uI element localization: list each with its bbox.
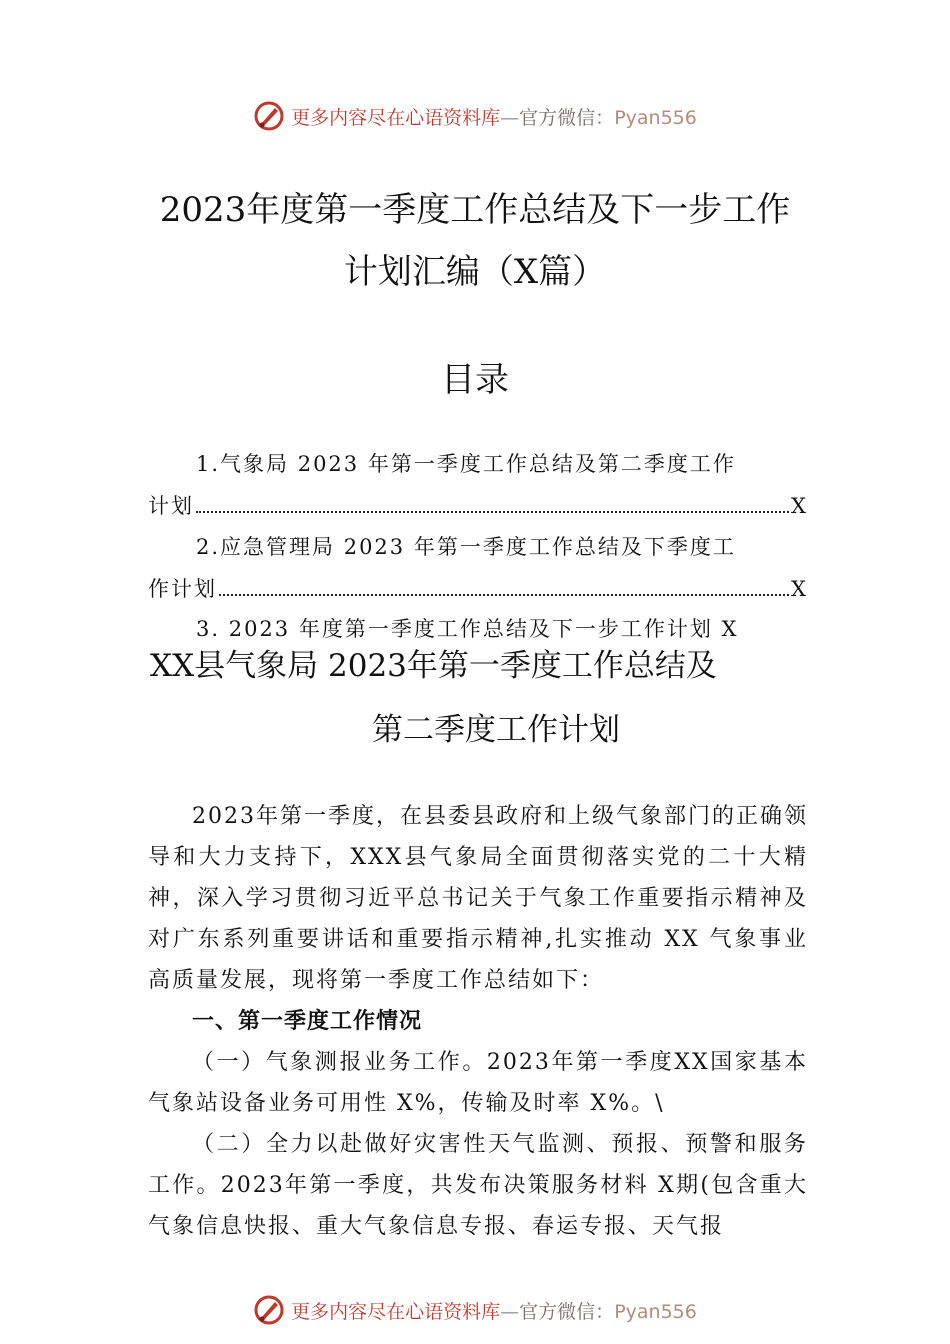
intro-paragraph: 2023年第一季度，在县委县政府和上级气象部门的正确领导和大力支持下，XXX县气象局全面贯彻落实党的二十大精神，深入学习贯彻习近平总书记关于气象工作重要指示精神及对广东系列重要讲话和重要指示精神,扎实推动 XX 气象事业高质量发展，现将第一季度工作总结如下：	[148, 804, 808, 993]
toc-entry-2-line2[interactable]	[148, 573, 806, 603]
document-title-line1: 2023年度第一季度工作总结及下一步工作	[159, 190, 791, 230]
watermark-text: 更多内容尽在心语资料库—官方微信：Pyan556	[291, 1300, 697, 1323]
toc-entry-2-line1[interactable]: 2.应急管理局 2023 年第一季度工作总结及下季度工	[196, 535, 736, 559]
toc-entry-3[interactable]: 3. 2023 年度第一季度工作总结及下一步工作计划 X	[196, 617, 739, 641]
section-heading-1: 一、第一季度工作情况	[192, 1009, 423, 1034]
watermark-footer	[0, 1290, 950, 1330]
article-body	[148, 796, 808, 1247]
brush-logo-icon	[253, 100, 285, 132]
item-paragraph-1: （一）气象测报业务工作。2023年第一季度XX国家基本气象站设备业务可用性 X%，传输及时率 X%。\	[148, 1050, 808, 1116]
toc-leader-dots	[196, 511, 789, 513]
document-title-line2: 计划汇编（X篇）	[343, 252, 607, 292]
toc-entry-1-line2[interactable]	[148, 490, 806, 520]
brush-logo-icon	[253, 1294, 285, 1326]
toc-entry-1-label: 计划	[148, 494, 194, 518]
watermark-text: 更多内容尽在心语资料库—官方微信：Pyan556	[291, 106, 697, 129]
toc-heading: 目录	[441, 360, 509, 400]
watermark-header	[0, 96, 950, 136]
toc-leader-dots	[219, 594, 789, 596]
article-title-line2: 第二季度工作计划	[372, 712, 620, 748]
toc-entry-2-page: X	[791, 577, 806, 601]
toc-entry-1-page: X	[791, 494, 806, 518]
toc-entry-2-label: 作计划	[148, 577, 217, 601]
item-paragraph-2: （二）全力以赴做好灾害性天气监测、预报、预警和服务工作。2023年第一季度，共发布决策服务材料 X期(包含重大气象信息快报、重大气象信息专报、春运专报、天气报	[148, 1132, 808, 1239]
article-title-line1: XX县气象局 2023年第一季度工作总结及	[150, 648, 717, 684]
toc-entry-1-line1[interactable]: 1.气象局 2023 年第一季度工作总结及第二季度工作	[196, 452, 736, 476]
